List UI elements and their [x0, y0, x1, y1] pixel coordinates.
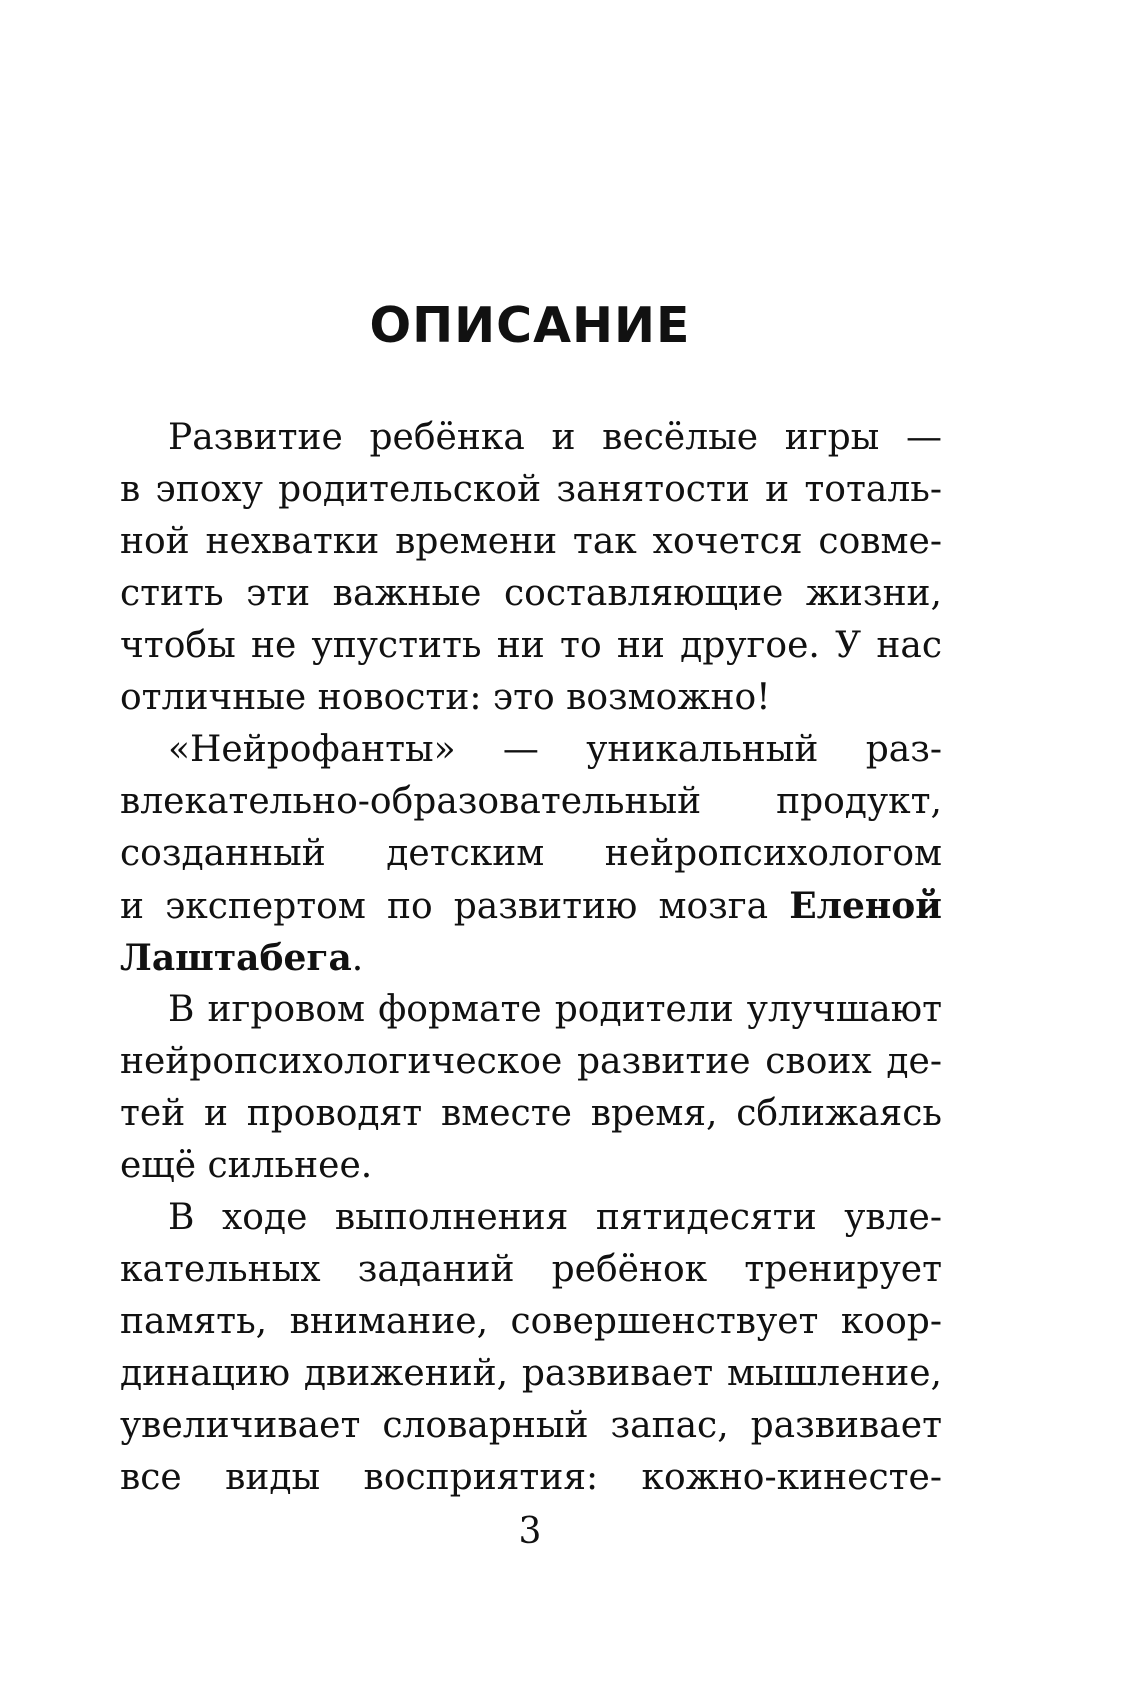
text-line: «Нейрофанты» — уникальный раз- [168, 729, 942, 770]
text-line: нейропсихологическое развитие своих де- [120, 1041, 942, 1082]
text-line: В игровом формате родители улучшают [168, 989, 942, 1030]
text-line-suffix: . [351, 938, 364, 979]
text-line: динацию движений, развивает мышление, [120, 1353, 942, 1394]
text-line [120, 880, 942, 932]
text-line: влекательно-образовательный продукт, [120, 781, 942, 822]
text-line: отличные новости: это возможно! [120, 677, 771, 718]
author-last-name: Лаштабега [120, 937, 352, 979]
page-title: ОПИСАНИЕ [369, 297, 691, 354]
text-line: тей и проводят вместе время, сближаясь [120, 1093, 942, 1134]
author-first-name: Еленой [789, 885, 942, 927]
text-line: в эпоху родительской занятости и тоталь- [120, 469, 942, 510]
text-line-prefix: и экспертом по развитию мозга [120, 886, 790, 927]
text-line: созданный детским нейропсихологом [120, 833, 942, 874]
text-line: кательных заданий ребёнок тренирует [120, 1249, 942, 1290]
text-line: ной нехватки времени так хочется совме- [120, 521, 942, 562]
text-line: увеличивает словарный запас, развивает [120, 1405, 942, 1446]
text-line: В ходе выполнения пятидесяти увле- [168, 1197, 942, 1238]
text-line: память, внимание, совершенствует коор- [120, 1301, 942, 1342]
text-line: стить эти важные составляющие жизни, [120, 573, 942, 614]
text-line: чтобы не упустить ни то ни другое. У нас [120, 625, 942, 666]
text-line: Развитие ребёнка и весёлые игры — [168, 417, 942, 458]
page-number: 3 [518, 1511, 542, 1552]
text-line: все виды восприятия: кожно-кинесте- [120, 1457, 942, 1498]
text-line [120, 932, 942, 984]
text-line: ещё сильнее. [120, 1145, 373, 1186]
body-text [120, 412, 942, 1504]
